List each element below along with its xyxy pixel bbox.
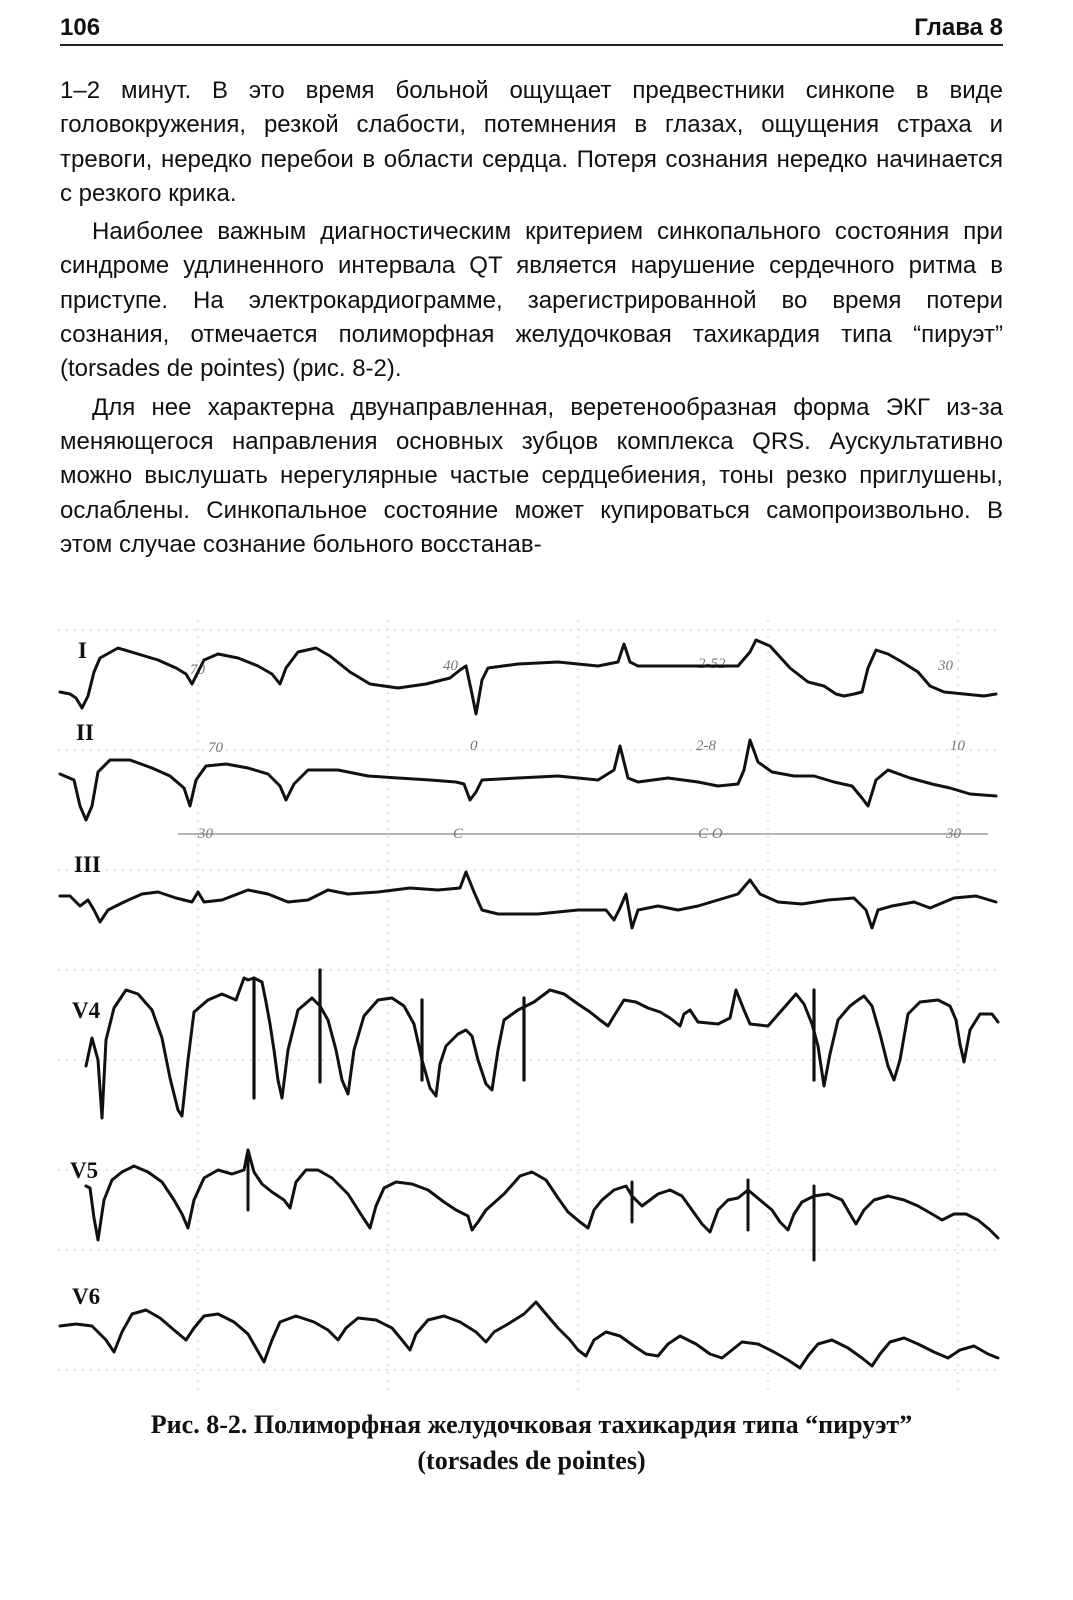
annot-i-3: 2-52 [698, 656, 726, 672]
v5-spike-group [248, 1150, 814, 1260]
annot-ii-4: 10 [950, 738, 965, 754]
annot-i-2: 40 [443, 658, 458, 674]
page-header [60, 10, 1003, 46]
lead-label-v5: V5 [70, 1158, 99, 1183]
annot-mid-3: C O [698, 826, 723, 842]
annot-ii-2: 0 [470, 738, 478, 754]
lead-label-i: I [78, 638, 87, 663]
annot-mid-4: 30 [946, 826, 961, 842]
v4-spike-group [254, 970, 814, 1098]
paragraph-3: Для нее характерна двунаправленная, веретенообразная форма ЭКГ из-за меняющегося направления основных зубцов комплекса QRS. Аускультативно можно выслушать нерегулярные частые сердцебиения, тоны резко приглушены, ослаблены. Синкопальное состояние может купироваться самопроизвольно. В этом случае сознание больного восстанав- [60, 393, 1003, 558]
paragraph-1: 1–2 минут. В это время больной ощущает предвестники синкопе в виде головокружения, резкой слабости, потемнения в глазах, ощущения страха и тревоги, нередко перебои в области сердца. Потеря сознания нередко начинается с резкого крика. [60, 77, 1003, 207]
ecg-trace-lead-v6 [60, 1302, 998, 1368]
ecg-strip [58, 610, 1008, 1400]
lead-label-ii: II [76, 720, 94, 745]
lead-label-iii: III [74, 852, 101, 877]
annot-i-4: 30 [938, 658, 953, 674]
body-text [60, 74, 1003, 562]
annot-i-1: 70 [190, 662, 205, 678]
caption-line-2: (torsades de pointes) [417, 1446, 646, 1475]
ecg-trace-lead-iii [60, 872, 996, 928]
annot-mid-1: 30 [198, 826, 213, 842]
annot-ii-1: 70 [208, 740, 223, 756]
ecg-figure [58, 610, 1008, 1400]
annot-mid-2: C [453, 826, 464, 842]
lead-label-v4: V4 [72, 998, 101, 1023]
page-number: 106 [60, 14, 101, 41]
caption-line-1: Рис. 8-2. Полиморфная желудочковая тахикардия типа “пируэт” [150, 1410, 913, 1439]
paragraph-2: Наиболее важным диагностическим критерием синкопального состояния при синдроме удлиненного интервала QT является нарушение сердечного ритма в приступе. На электрокардиограмме, зарегистрированной во время потери сознания, отмечается полиморфная желудочковая тахикардия типа “пируэт” (torsades de pointes) (рис. 8-2). [60, 218, 1003, 383]
ecg-trace-lead-v5 [86, 1150, 998, 1240]
ecg-trace-lead-v4 [86, 978, 998, 1118]
ecg-trace-lead-ii [60, 740, 996, 820]
figure-caption [60, 1407, 1003, 1479]
lead-label-v6: V6 [72, 1284, 101, 1309]
annot-ii-3: 2-8 [696, 738, 716, 754]
chapter-title: Глава 8 [914, 14, 1003, 41]
